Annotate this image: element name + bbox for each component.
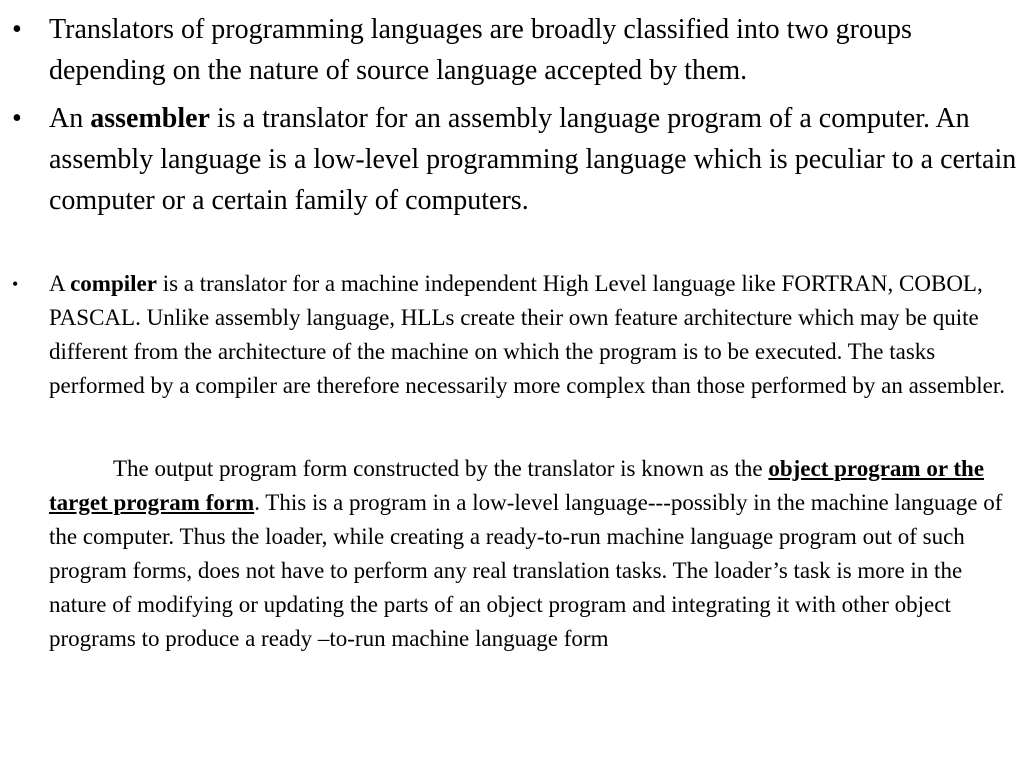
bullet-text: Translators of programming languages are broadly classified into two groups depending on the nature of source language accepted by them. bbox=[49, 14, 912, 86]
bullet-dot-icon: • bbox=[12, 274, 19, 294]
text-before: The output program form constructed by the translator is known as the bbox=[113, 456, 769, 481]
text-suffix: is a translator for an assembly language program of a computer. An assembly language is a low-level programming language which is peculiar to a certain computer or a certain family of computers. bbox=[49, 103, 1017, 216]
bullet-dot-icon: • bbox=[12, 103, 22, 134]
term-assembler: assembler bbox=[90, 103, 210, 134]
text-after: . This is a program in a low-level language---possibly in the machine language of the computer. Thus the loader, while creating a ready-to-run machine language program out of such program forms, does not have to perform any real translation tasks. The loader’s task is more in the nature of modifying or updating the parts of an object program and integrating it with other object programs to produce a ready –to-run machine language form bbox=[49, 490, 1003, 651]
bullet-text bbox=[49, 267, 1017, 403]
term-object-program: object program or the target program form bbox=[49, 456, 985, 515]
text-suffix: is a translator for a machine independent High Level language like FORTRAN, COBOL, PASCAL. Unlike assembly language, HLLs create their own feature architecture which may be quite different from the architecture of the machine on which the program is to be executed. The tasks performed by a compiler are therefore necessarily more complex than those performed by an assembler. bbox=[49, 271, 1006, 398]
object-program-paragraph bbox=[49, 452, 1017, 656]
bullet-text bbox=[49, 98, 1017, 221]
text-prefix: A bbox=[49, 271, 71, 296]
term-compiler: compiler bbox=[70, 271, 157, 296]
text-prefix: An bbox=[49, 103, 91, 134]
bullet-dot-icon: • bbox=[12, 14, 22, 45]
